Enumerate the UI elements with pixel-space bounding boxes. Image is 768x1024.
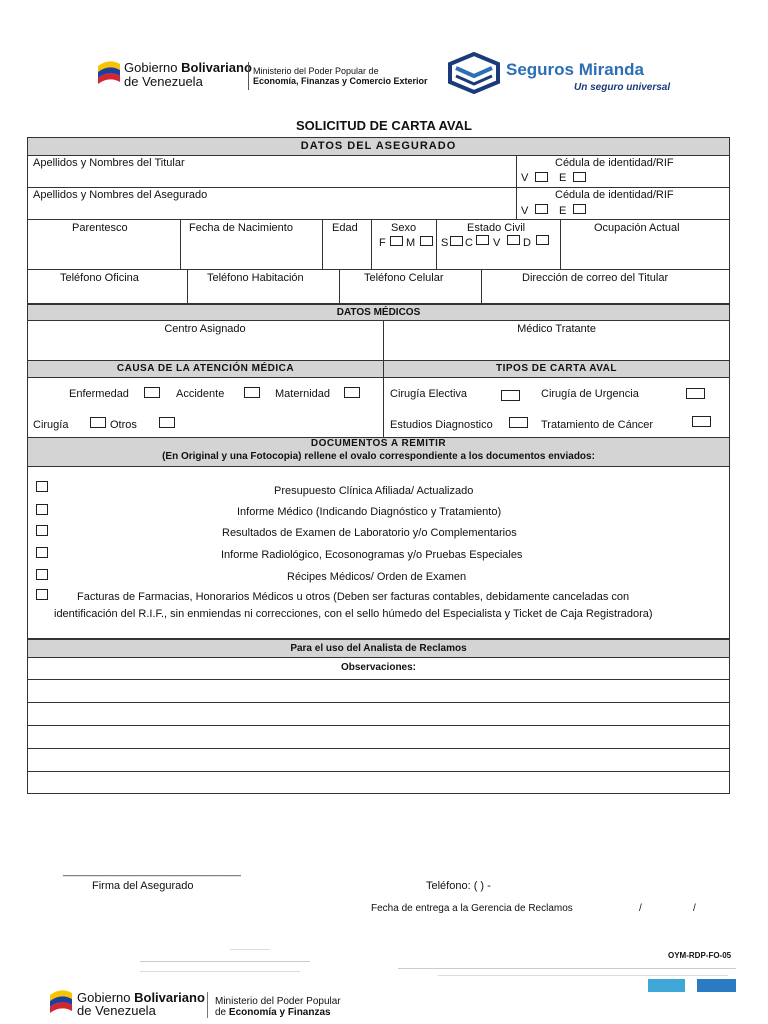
type-cancer-checkbox[interactable]: [692, 416, 711, 427]
delivery-date-label: Fecha de entrega a la Gerencia de Reclamos: [371, 903, 573, 914]
civil-s-checkbox[interactable]: [450, 236, 463, 246]
footer-divider: [207, 992, 208, 1018]
civil-d-label: D: [523, 237, 531, 249]
insured-id-v-checkbox[interactable]: [535, 204, 548, 214]
footer-ministry-line-1: Ministerio del Poder Popular: [215, 996, 341, 1007]
doc-checkbox-2[interactable]: [36, 504, 48, 515]
form-code: OYM-RDP-FO-05: [668, 951, 732, 960]
section-docs-header: [27, 437, 730, 467]
footer-ministry-bold: Economía y Finanzas: [228, 1007, 331, 1018]
occupation-field[interactable]: Ocupación Actual: [594, 222, 680, 234]
doc-invoice-label-line2: identificación del R.I.F., sin enmiendas ni correcciones, con el sello húmedo del Especialista y Ticket de Caja Registradora): [54, 608, 653, 620]
birth-date-field[interactable]: Fecha de Nacimiento: [189, 222, 293, 234]
civil-v-label: V: [493, 237, 501, 249]
age-field[interactable]: Edad: [332, 222, 358, 234]
type-diagnostic-checkbox[interactable]: [509, 417, 528, 428]
footer-ministry: [215, 996, 341, 1018]
docs-instruction: (En Original y una Fotocopia) rellene el ovalo correspondiente a los documentos enviados:: [162, 451, 595, 462]
holder-id-v-checkbox[interactable]: [535, 172, 548, 182]
cause-illness-label: Enfermedad: [69, 388, 129, 400]
type-elective-checkbox[interactable]: [501, 390, 520, 401]
assigned-center-field[interactable]: Centro Asignado: [164, 323, 246, 335]
doc-radiology-label: Informe Radiológico, Ecosonogramas y/o Pruebas Especiales: [221, 549, 523, 561]
gov-country: de Venezuela: [124, 74, 203, 89]
civil-c-checkbox[interactable]: [476, 235, 489, 245]
office-phone-field[interactable]: Teléfono Oficina: [60, 272, 139, 284]
insured-id-v-label: V: [521, 205, 529, 217]
treating-doctor-field[interactable]: Médico Tratante: [517, 323, 596, 335]
type-urgent-label: Cirugía de Urgencia: [541, 388, 639, 400]
seguros-miranda-emblem-icon: [446, 52, 502, 94]
cell-phone-field[interactable]: Teléfono Celular: [364, 272, 444, 284]
email-field[interactable]: Dirección de correo del Titular: [522, 272, 669, 284]
doc-prescriptions-label: Récipes Médicos/ Orden de Examen: [287, 571, 467, 583]
faded-footer-text-right: [398, 964, 736, 980]
brand-miranda: Miranda: [578, 60, 644, 79]
cause-illness-checkbox[interactable]: [144, 387, 160, 398]
doc-lab-label: Resultados de Examen de Laboratorio y/o Complementarios: [222, 527, 517, 539]
observation-line-1[interactable]: [27, 679, 730, 680]
type-diagnostic-label: Estudios Diagnostico: [390, 419, 493, 431]
cause-other-checkbox[interactable]: [159, 417, 175, 428]
faded-footer-text-left: [140, 945, 310, 975]
holder-name-field[interactable]: Apellidos y Nombres del Titular: [33, 157, 185, 169]
section-docs-title: DOCUMENTOS A REMITIR: [310, 438, 447, 449]
civil-v-checkbox[interactable]: [507, 235, 520, 245]
doc-checkbox-6[interactable]: [36, 589, 48, 600]
cause-maternity-label: Maternidad: [275, 388, 331, 400]
footer-gov-name-bold: Bolivariano: [134, 990, 205, 1005]
holder-id-v-label: V: [521, 172, 529, 184]
observation-line-2[interactable]: [27, 702, 730, 703]
footer-gov-name-regular: Gobierno: [77, 990, 131, 1005]
venezuela-flag-icon: [96, 58, 122, 86]
phone-field[interactable]: Teléfono: ( ) -: [426, 880, 491, 892]
ministry-line-1: Ministerio del Poder Popular de: [253, 66, 379, 76]
section-types-header: TIPOS DE CARTA AVAL: [383, 360, 730, 378]
sex-f-checkbox[interactable]: [390, 236, 403, 246]
civil-d-checkbox[interactable]: [536, 235, 549, 245]
doc-checkbox-5[interactable]: [36, 569, 48, 580]
doc-checkbox-4[interactable]: [36, 547, 48, 558]
gov-logo: [96, 58, 256, 92]
footer-venezuela-flag-icon: [48, 986, 74, 1016]
section-analyst-header: Para el uso del Analista de Reclamos: [27, 639, 730, 658]
brand-tagline: Un seguro universal: [574, 82, 671, 93]
signature-line[interactable]: ________________________________: [63, 866, 241, 877]
insured-id-label: Cédula de identidad/RIF: [555, 189, 674, 201]
doc-checkbox-3[interactable]: [36, 525, 48, 536]
ministry-name: [253, 66, 428, 86]
cause-other-label: Otros: [110, 419, 137, 431]
doc-report-label: Informe Médico (Indicando Diagnóstico y Tratamiento): [237, 506, 502, 518]
signature-label: Firma del Asegurado: [92, 880, 194, 892]
section-cause-header: CAUSA DE LA ATENCIÓN MÉDICA: [27, 360, 384, 378]
form-title: SOLICITUD DE CARTA AVAL: [296, 118, 472, 133]
gov-name-regular: Gobierno: [124, 60, 178, 75]
delivery-date-slash-2: /: [693, 903, 696, 914]
sex-label: Sexo: [391, 222, 417, 234]
kinship-field[interactable]: Parentesco: [72, 222, 128, 234]
delivery-date-slash-1: /: [639, 903, 642, 914]
holder-id-label: Cédula de identidad/RIF: [555, 157, 674, 169]
holder-id-e-checkbox[interactable]: [573, 172, 586, 182]
cause-maternity-checkbox[interactable]: [344, 387, 360, 398]
section-insured-header: DATOS DEL ASEGURADO: [27, 137, 730, 156]
seguros-miranda-logo: [446, 52, 686, 98]
type-cancer-label: Tratamiento de Cáncer: [541, 419, 654, 431]
civil-s-label: S: [441, 237, 449, 249]
doc-invoice-label-line1: Facturas de Farmacias, Honorarios Médicos u otros (Deben ser facturas contables, debidamente canceladas con: [77, 591, 630, 603]
type-urgent-checkbox[interactable]: [686, 388, 705, 399]
footer-gov-country: de Venezuela: [77, 1003, 156, 1018]
doc-budget-label: Presupuesto Clínica Afiliada/ Actualizado: [274, 485, 474, 497]
cause-accident-checkbox[interactable]: [244, 387, 260, 398]
footer-ministry-de: de: [215, 1007, 227, 1018]
civil-status-label: Estado Civil: [467, 222, 526, 234]
cause-accident-label: Accidente: [176, 388, 225, 400]
sex-m-checkbox[interactable]: [420, 236, 433, 246]
cause-surgery-checkbox[interactable]: [90, 417, 106, 428]
doc-checkbox-1[interactable]: [36, 481, 48, 492]
observation-line-3[interactable]: [27, 725, 730, 726]
sex-f-label: F: [379, 237, 386, 249]
type-elective-label: Cirugía Electiva: [390, 388, 468, 400]
footer-gov-logo: [48, 986, 218, 1018]
observations-label: Observaciones:: [340, 662, 417, 673]
insured-name-field[interactable]: Apellidos y Nombres del Asegurado: [33, 189, 208, 201]
header-divider: [248, 62, 249, 90]
observation-line-5[interactable]: [27, 771, 730, 772]
observation-line-4[interactable]: [27, 748, 730, 749]
home-phone-field[interactable]: Teléfono Habitación: [207, 272, 304, 284]
insured-id-e-checkbox[interactable]: [573, 204, 586, 214]
brand-seguros: Seguros: [506, 60, 575, 79]
footer-accent-bar-1: [648, 979, 685, 992]
ministry-line-2: Economía, Finanzas y Comercio Exterior: [253, 76, 428, 86]
footer-accent-bar-2: [697, 979, 736, 992]
civil-c-label: C: [465, 237, 473, 249]
sex-m-label: M: [406, 237, 416, 249]
cause-surgery-label: Cirugía: [33, 419, 69, 431]
section-medical-header: DATOS MÉDICOS: [27, 304, 730, 321]
holder-id-e-label: E: [559, 172, 567, 184]
insured-id-e-label: E: [559, 205, 567, 217]
gov-name-bold: Bolivariano: [181, 60, 252, 75]
